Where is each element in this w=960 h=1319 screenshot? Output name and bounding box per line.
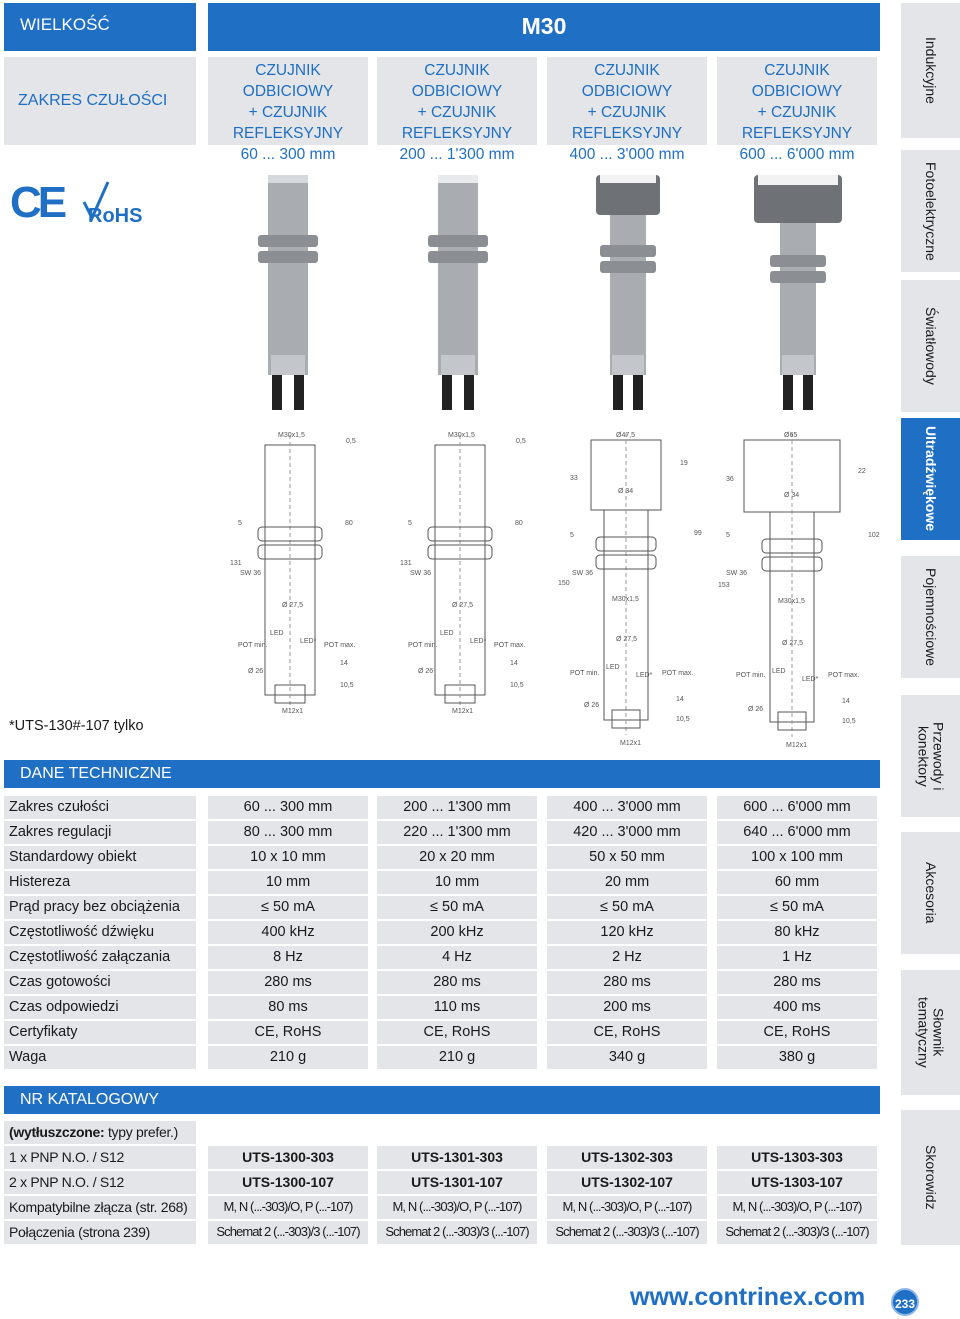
- side-tab-label: Akcesoria: [923, 862, 939, 924]
- svg-text:M12x1: M12x1: [786, 742, 808, 749]
- svg-text:10,5: 10,5: [510, 682, 524, 689]
- side-tab-label: Pojemnościowe: [923, 567, 939, 667]
- tech-row-value: 600 ... 6'000 mm: [717, 796, 877, 819]
- svg-text:131: 131: [400, 560, 412, 567]
- svg-text:M30x1,5: M30x1,5: [612, 596, 639, 603]
- svg-text:36: 36: [726, 476, 734, 483]
- catalog-pref-label: (wytłuszczone: typy prefer.): [4, 1121, 196, 1144]
- svg-text:14: 14: [340, 660, 348, 667]
- tech-row-value: 10 mm: [377, 871, 537, 894]
- catalog-row-value: Schemat 2 (...-303)/3 (...-107): [547, 1221, 707, 1244]
- tech-row-label: Prąd pracy bez obciążenia: [4, 896, 196, 919]
- tech-row-value: 20 mm: [547, 871, 707, 894]
- tech-row-value: 60 ... 300 mm: [208, 796, 368, 819]
- tech-row-value: 280 ms: [377, 971, 537, 994]
- tech-row-value: 400 ms: [717, 996, 877, 1019]
- tech-row-value: 340 g: [547, 1046, 707, 1069]
- catalog-row-label: Połączenia (strona 239): [4, 1221, 196, 1244]
- svg-text:14: 14: [842, 698, 850, 705]
- tech-row-value: 110 ms: [377, 996, 537, 1019]
- svg-text:LED*: LED*: [802, 676, 819, 683]
- tech-row-value: 200 kHz: [377, 921, 537, 944]
- sensor-photo-2: [408, 165, 508, 415]
- side-tab-label: Przewody i konektory: [915, 721, 947, 791]
- tech-row-value: 2 Hz: [547, 946, 707, 969]
- side-tab[interactable]: [901, 1110, 960, 1245]
- catalog-row-value: UTS-1301-107: [377, 1171, 537, 1194]
- catalog-row-value: UTS-1300-303: [208, 1146, 368, 1169]
- tech-row-value: 380 g: [717, 1046, 877, 1069]
- footnote: *UTS-130#-107 tylko: [9, 718, 144, 734]
- catalog-row: [4, 1171, 880, 1194]
- tech-row-value: 420 ... 3'000 mm: [547, 821, 707, 844]
- tech-row-value: 220 ... 1'300 mm: [377, 821, 537, 844]
- svg-text:33: 33: [570, 475, 578, 482]
- svg-text:POT max.: POT max.: [494, 642, 526, 649]
- catalog-row-label: Kompatybilne złącza (str. 268): [4, 1196, 196, 1219]
- side-tab[interactable]: [901, 832, 960, 954]
- svg-text:5: 5: [408, 520, 412, 527]
- svg-text:POT max.: POT max.: [662, 670, 694, 677]
- catalog-row-label: 2 x PNP N.O. / S12: [4, 1171, 196, 1194]
- svg-text:Ø 26: Ø 26: [748, 706, 764, 713]
- svg-text:SW 36: SW 36: [726, 570, 748, 577]
- tech-row-label: Czas odpowiedzi: [4, 996, 196, 1019]
- tech-row-label: Waga: [4, 1046, 196, 1069]
- svg-text:80: 80: [345, 520, 353, 527]
- catalog-row-value: UTS-1301-303: [377, 1146, 537, 1169]
- tech-row-value: 4 Hz: [377, 946, 537, 969]
- svg-text:SW 36: SW 36: [572, 570, 594, 577]
- tech-row-value: ≤ 50 mA: [208, 896, 368, 919]
- svg-text:RoHS: RoHS: [88, 205, 143, 227]
- size-title: M30: [208, 3, 880, 51]
- svg-text:Ø 27,5: Ø 27,5: [782, 640, 804, 647]
- svg-text:Ø 34: Ø 34: [784, 492, 800, 499]
- side-tab-label: Indukcyjne: [923, 37, 939, 104]
- tech-row-value: 400 kHz: [208, 921, 368, 944]
- sensor-photo-3: [578, 165, 678, 415]
- svg-text:SW 36: SW 36: [240, 570, 262, 577]
- svg-text:22: 22: [858, 468, 866, 475]
- svg-text:M12x1: M12x1: [282, 708, 304, 715]
- catalog-row-value: M, N (...-303)/O, P (...-107): [717, 1196, 877, 1219]
- tech-row: [4, 796, 880, 819]
- tech-row-value: 60 mm: [717, 871, 877, 894]
- range-column-2: CZUJNIK ODBICIOWY + CZUJNIK REFLEKSYJNY 200 ... 1'300 mm: [377, 57, 537, 145]
- catalog-row-value: M, N (...-303)/O, P (...-107): [208, 1196, 368, 1219]
- side-tab-label: Słownik tematyczny: [915, 997, 947, 1068]
- catalog-row-value: UTS-1303-303: [717, 1146, 877, 1169]
- svg-text:99: 99: [694, 530, 702, 537]
- tech-row-value: 280 ms: [208, 971, 368, 994]
- website-link[interactable]: www.contrinex.com: [630, 1283, 866, 1311]
- side-tab[interactable]: [901, 3, 960, 138]
- svg-text:M30x1,5: M30x1,5: [448, 432, 475, 439]
- range-column-1: CZUJNIK ODBICIOWY + CZUJNIK REFLEKSYJNY 60 ... 300 mm: [208, 57, 368, 145]
- tech-row-label: Certyfikaty: [4, 1021, 196, 1044]
- tech-row-label: Czas gotowości: [4, 971, 196, 994]
- svg-text:LED*: LED*: [300, 638, 317, 645]
- tech-row: [4, 971, 880, 994]
- svg-text:LED: LED: [270, 630, 284, 637]
- catalog-pref-row: [4, 1121, 880, 1144]
- svg-text:14: 14: [676, 696, 684, 703]
- tech-row-value: 10 x 10 mm: [208, 846, 368, 869]
- catalog-row-value: UTS-1302-107: [547, 1171, 707, 1194]
- tech-row: [4, 871, 880, 894]
- tech-row-value: CE, RoHS: [547, 1021, 707, 1044]
- svg-text:14: 14: [510, 660, 518, 667]
- svg-text:LED*: LED*: [470, 638, 487, 645]
- tech-row: [4, 921, 880, 944]
- range-header-label: ZAKRES CZUŁOŚCI: [4, 57, 196, 145]
- page-number: 233: [891, 1288, 919, 1316]
- svg-text:M30x1,5: M30x1,5: [278, 432, 305, 439]
- tech-row: [4, 821, 880, 844]
- catalog-row-value: UTS-1300-107: [208, 1171, 368, 1194]
- side-tab[interactable]: [901, 695, 960, 817]
- svg-text:150: 150: [558, 580, 570, 587]
- side-tab-label: Ultradźwiękowe: [923, 426, 939, 532]
- range-column-3: CZUJNIK ODBICIOWY + CZUJNIK REFLEKSYJNY 400 ... 3'000 mm: [547, 57, 707, 145]
- tech-row-value: 1 Hz: [717, 946, 877, 969]
- tech-row-label: Zakres czułości: [4, 796, 196, 819]
- side-tab-label: Skorowidz: [923, 1145, 939, 1210]
- tech-row-value: 400 ... 3'000 mm: [547, 796, 707, 819]
- svg-text:Ø 27,5: Ø 27,5: [452, 602, 474, 609]
- svg-text:10,5: 10,5: [842, 718, 856, 725]
- size-header-label: WIELKOŚĆ: [4, 3, 196, 51]
- tech-row-label: Standardowy obiekt: [4, 846, 196, 869]
- tech-row-value: 200 ms: [547, 996, 707, 1019]
- svg-text:10,5: 10,5: [340, 682, 354, 689]
- tech-row-value: 10 mm: [208, 871, 368, 894]
- tech-row-value: 100 x 100 mm: [717, 846, 877, 869]
- svg-text:M30x1,5: M30x1,5: [778, 598, 805, 605]
- tech-row-value: 120 kHz: [547, 921, 707, 944]
- tech-row: [4, 1021, 880, 1044]
- catalog-row: [4, 1221, 880, 1244]
- catalog-row-label: 1 x PNP N.O. / S12: [4, 1146, 196, 1169]
- ce-logo: CE: [10, 178, 64, 227]
- tech-row-value: 50 x 50 mm: [547, 846, 707, 869]
- svg-text:POT min.: POT min.: [238, 642, 268, 649]
- svg-text:5: 5: [726, 532, 730, 539]
- tech-row-value: CE, RoHS: [377, 1021, 537, 1044]
- side-tab[interactable]: [901, 418, 960, 540]
- svg-text:131: 131: [230, 560, 242, 567]
- svg-text:Ø 34: Ø 34: [618, 488, 634, 495]
- tech-row-value: CE, RoHS: [208, 1021, 368, 1044]
- tech-row-value: 80 ms: [208, 996, 368, 1019]
- svg-text:POT min.: POT min.: [736, 672, 766, 679]
- tech-row-value: 640 ... 6'000 mm: [717, 821, 877, 844]
- tech-row-value: 200 ... 1'300 mm: [377, 796, 537, 819]
- tech-row-value: ≤ 50 mA: [717, 896, 877, 919]
- tech-row-value: 210 g: [208, 1046, 368, 1069]
- svg-text:Ø 26: Ø 26: [248, 668, 264, 675]
- technical-drawing-1: [220, 425, 380, 755]
- tech-row: [4, 846, 880, 869]
- svg-text:LED*: LED*: [636, 672, 653, 679]
- svg-text:10,5: 10,5: [676, 716, 690, 723]
- svg-text:LED: LED: [772, 668, 786, 675]
- svg-text:Ø 26: Ø 26: [584, 702, 600, 709]
- side-tab[interactable]: [901, 970, 960, 1095]
- catalog-row-value: Schemat 2 (...-303)/3 (...-107): [377, 1221, 537, 1244]
- technical-drawing-2: [390, 425, 550, 755]
- catalog-row-value: UTS-1302-303: [547, 1146, 707, 1169]
- svg-text:POT max.: POT max.: [324, 642, 356, 649]
- tech-row-label: Częstotliwość załączania: [4, 946, 196, 969]
- side-tab-label: Fotoelektryczne: [923, 161, 939, 261]
- tech-row: [4, 946, 880, 969]
- svg-text:POT min.: POT min.: [570, 670, 600, 677]
- svg-text:5: 5: [238, 520, 242, 527]
- tech-row-value: 80 kHz: [717, 921, 877, 944]
- svg-text:LED: LED: [606, 664, 620, 671]
- side-tab[interactable]: [901, 150, 960, 272]
- tech-row-label: Częstotliwość dźwięku: [4, 921, 196, 944]
- side-tab[interactable]: [901, 556, 960, 678]
- catalog-row: [4, 1146, 880, 1169]
- svg-text:Ø 27,5: Ø 27,5: [282, 602, 304, 609]
- svg-text:Ø65: Ø65: [784, 432, 798, 439]
- svg-text:153: 153: [718, 582, 730, 589]
- svg-text:POT max.: POT max.: [828, 672, 860, 679]
- tech-row-value: 8 Hz: [208, 946, 368, 969]
- catalog-row-value: Schemat 2 (...-303)/3 (...-107): [717, 1221, 877, 1244]
- tech-row-label: Zakres regulacji: [4, 821, 196, 844]
- tech-row-value: CE, RoHS: [717, 1021, 877, 1044]
- catalog-row: [4, 1196, 880, 1219]
- catalog-title: NR KATALOGOWY: [4, 1086, 880, 1114]
- range-column-4: CZUJNIK ODBICIOWY + CZUJNIK REFLEKSYJNY 600 ... 6'000 mm: [717, 57, 877, 145]
- rohs-logo: [80, 178, 143, 227]
- svg-text:Ø 27,5: Ø 27,5: [616, 636, 638, 643]
- svg-text:5: 5: [570, 532, 574, 539]
- tech-data-title: DANE TECHNICZNE: [4, 760, 880, 788]
- catalog-row-value: UTS-1303-107: [717, 1171, 877, 1194]
- tech-row-value: 80 ... 300 mm: [208, 821, 368, 844]
- sensor-photo-4: [748, 165, 848, 415]
- tech-row: [4, 996, 880, 1019]
- technical-drawing-3: [556, 425, 716, 755]
- tech-row-value: 280 ms: [547, 971, 707, 994]
- svg-text:POT min.: POT min.: [408, 642, 438, 649]
- side-tab[interactable]: [901, 280, 960, 412]
- svg-text:Ø47,5: Ø47,5: [616, 432, 636, 439]
- svg-text:0,5: 0,5: [516, 438, 526, 445]
- tech-row-value: 210 g: [377, 1046, 537, 1069]
- catalog-row-value: M, N (...-303)/O, P (...-107): [377, 1196, 537, 1219]
- svg-text:M12x1: M12x1: [620, 740, 642, 747]
- svg-text:19: 19: [680, 460, 688, 467]
- sensor-photo-1: [238, 165, 338, 415]
- svg-text:SW 36: SW 36: [410, 570, 432, 577]
- svg-text:M12x1: M12x1: [452, 708, 474, 715]
- tech-row: [4, 1046, 880, 1069]
- svg-text:LED: LED: [440, 630, 454, 637]
- tech-row-value: 20 x 20 mm: [377, 846, 537, 869]
- svg-text:0,5: 0,5: [346, 438, 356, 445]
- catalog-row-value: M, N (...-303)/O, P (...-107): [547, 1196, 707, 1219]
- svg-text:102: 102: [868, 532, 880, 539]
- tech-row-value: ≤ 50 mA: [547, 896, 707, 919]
- tech-row-value: ≤ 50 mA: [377, 896, 537, 919]
- tech-row-label: Histereza: [4, 871, 196, 894]
- tech-row: [4, 896, 880, 919]
- svg-text:Ø 26: Ø 26: [418, 668, 434, 675]
- catalog-row-value: Schemat 2 (...-303)/3 (...-107): [208, 1221, 368, 1244]
- side-tab-label: Światłowody: [923, 307, 939, 385]
- tech-row-value: 280 ms: [717, 971, 877, 994]
- svg-text:80: 80: [515, 520, 523, 527]
- technical-drawing-4: [718, 425, 882, 755]
